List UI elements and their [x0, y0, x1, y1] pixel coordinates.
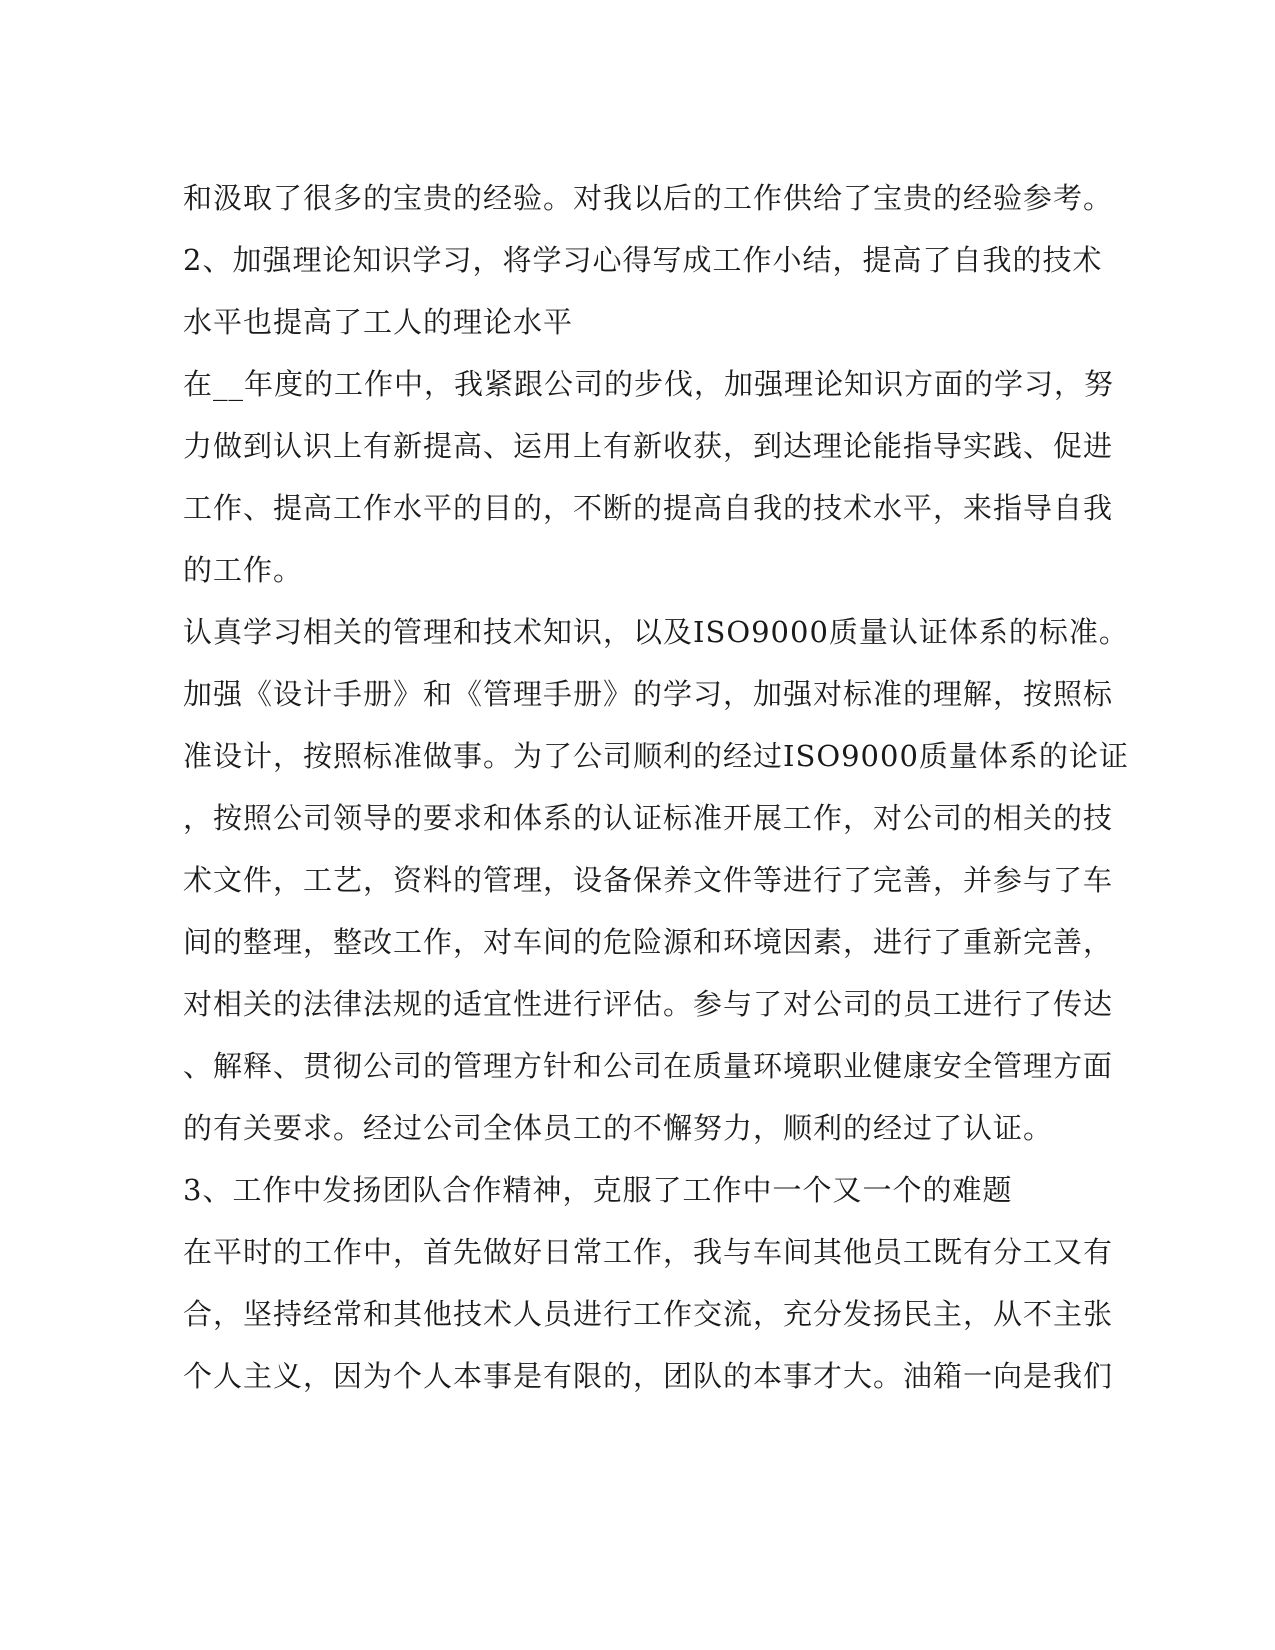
- text-line: 个人主义，因为个人本事是有限的，团队的本事才大。油箱一向是我们: [183, 1359, 1114, 1393]
- body-text: [183, 167, 1129, 1407]
- text-line: 认真学习相关的管理和技术知识，以及ISO9000质量认证体系的标准。: [183, 615, 1129, 649]
- section-heading-2-cont: 水平也提高了工人的理论水平: [183, 305, 574, 339]
- text-line: 合，坚持经常和其他技术人员进行工作交流，充分发扬民主，从不主张: [183, 1297, 1114, 1331]
- text-line: 对相关的法律法规的适宜性进行评估。参与了对公司的员工进行了传达: [183, 987, 1114, 1021]
- text-line: 间的整理，整改工作，对车间的危险源和环境因素，进行了重新完善，: [183, 925, 1114, 959]
- text-line: 力做到认识上有新提高、运用上有新收获，到达理论能指导实践、促进: [183, 429, 1114, 463]
- section-heading-2: 2、加强理论知识学习，将学习心得写成工作小结，提高了自我的技术: [183, 243, 1103, 277]
- text-line: 的工作。: [183, 553, 304, 587]
- text-line: ，按照公司领导的要求和体系的认证标准开展工作，对公司的相关的技: [183, 801, 1114, 835]
- text-line: 术文件，工艺，资料的管理，设备保养文件等进行了完善，并参与了车: [183, 863, 1114, 897]
- text-line: 工作、提高工作水平的目的，不断的提高自我的技术水平，来指导自我: [183, 491, 1114, 525]
- text-line: 准设计，按照标准做事。为了公司顺利的经过ISO9000质量体系的论证: [183, 739, 1129, 773]
- text-line: 在__年度的工作中，我紧跟公司的步伐，加强理论知识方面的学习，努: [183, 367, 1115, 401]
- section-heading-3: 3、工作中发扬团队合作精神，克服了工作中一个又一个的难题: [183, 1173, 1013, 1207]
- text-line: 加强《设计手册》和《管理手册》的学习，加强对标准的理解，按照标: [183, 677, 1114, 711]
- text-line: 的有关要求。经过公司全体员工的不懈努力，顺利的经过了认证。: [183, 1111, 1054, 1145]
- text-line: 、解释、贯彻公司的管理方针和公司在质量环境职业健康安全管理方面: [183, 1049, 1114, 1083]
- text-line: 和汲取了很多的宝贵的经验。对我以后的工作供给了宝贵的经验参考。: [183, 181, 1114, 215]
- text-line: 在平时的工作中，首先做好日常工作，我与车间其他员工既有分工又有: [183, 1235, 1114, 1269]
